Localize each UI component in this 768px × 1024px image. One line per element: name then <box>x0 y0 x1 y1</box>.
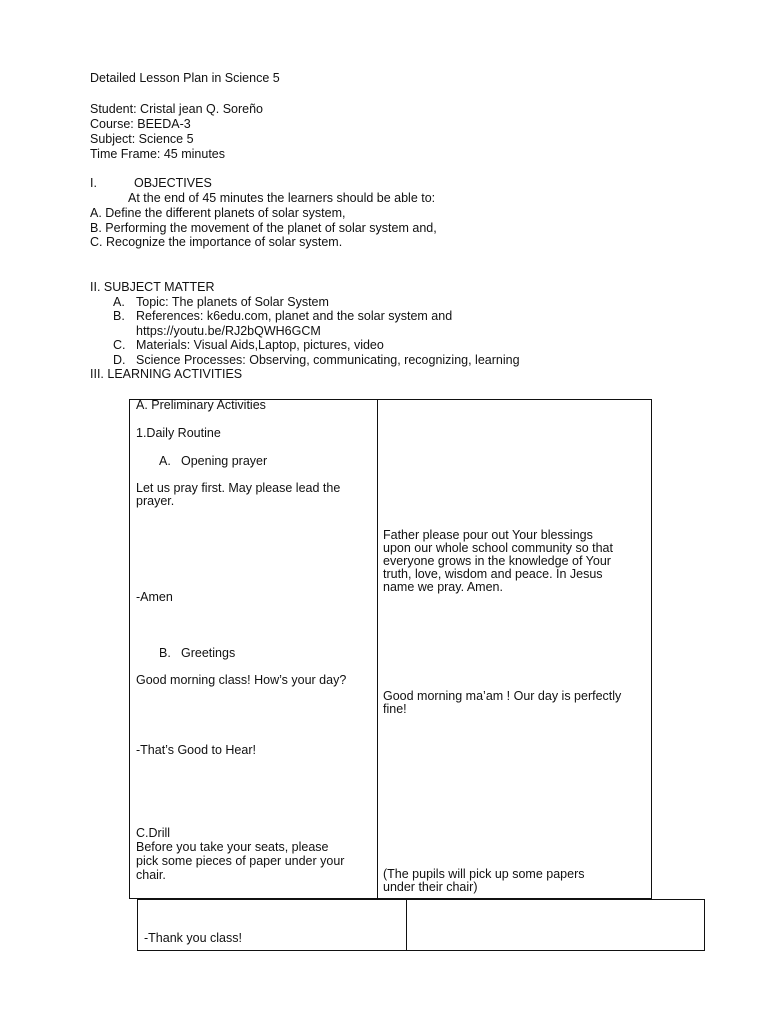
pupils-greeting-response: Good morning ma’am ! Our day is perfectly <box>383 689 622 703</box>
subject-line: Subject: Science 5 <box>90 132 194 146</box>
pupils-pickup-response: (The pupils will pick up some papers <box>383 867 585 881</box>
subject-item-letter: C. <box>113 338 126 352</box>
greetings-label: Greetings <box>181 646 236 660</box>
subject-item-topic: Topic: The planets of Solar System <box>136 295 329 309</box>
pupils-prayer: Father please pour out Your blessings <box>383 528 593 542</box>
activities-table-divider <box>377 399 378 899</box>
opening-prayer-letter: A. <box>159 454 171 468</box>
closing-table-divider <box>406 899 407 951</box>
objectives-numeral: I. <box>90 176 97 190</box>
pupils-pickup-response: under their chair) <box>383 880 478 894</box>
learning-activities-heading: III. LEARNING ACTIVITIES <box>90 367 243 381</box>
preliminary-activities: A. Preliminary Activities <box>136 398 266 412</box>
thank-you-class: -Thank you class! <box>144 931 242 945</box>
course-line: Course: BEEDA-3 <box>90 117 191 131</box>
pupils-greeting-response: fine! <box>383 702 407 716</box>
good-morning-teacher: Good morning class! How’s your day? <box>136 673 347 687</box>
document-title: Detailed Lesson Plan in Science 5 <box>90 71 280 85</box>
pupils-prayer: upon our whole school community so that <box>383 541 613 555</box>
pupils-prayer: truth, love, wisdom and peace. In Jesus <box>383 567 603 581</box>
amen-response: -Amen <box>136 590 173 604</box>
objective-item: A. Define the different planets of solar system, <box>90 206 346 220</box>
drill-instruction: chair. <box>136 868 166 882</box>
subject-item-letter: B. <box>113 309 125 323</box>
subject-item-reference-link: https://youtu.be/RJ2bQWH6GCM <box>136 324 321 338</box>
pray-instruction: prayer. <box>136 494 175 508</box>
good-to-hear: -That’s Good to Hear! <box>136 743 256 757</box>
subject-item-letter: D. <box>113 353 126 367</box>
pupils-prayer: everyone grows in the knowledge of Your <box>383 554 611 568</box>
drill-instruction: Before you take your seats, please <box>136 840 329 854</box>
pupils-prayer: name we pray. Amen. <box>383 580 503 594</box>
greetings-letter: B. <box>159 646 171 660</box>
daily-routine: 1.Daily Routine <box>136 426 221 440</box>
objective-item: C. Recognize the importance of solar system. <box>90 235 343 249</box>
subject-item-letter: A. <box>113 295 125 309</box>
drill-label: C.Drill <box>136 826 171 840</box>
objective-item: B. Performing the movement of the planet of solar system and, <box>90 221 437 235</box>
time-frame-line: Time Frame: 45 minutes <box>90 147 225 161</box>
drill-instruction: pick some pieces of paper under your <box>136 854 345 868</box>
subject-item-materials: Materials: Visual Aids,Laptop, pictures, video <box>136 338 384 352</box>
objectives-heading: OBJECTIVES <box>134 176 212 190</box>
pray-instruction: Let us pray first. May please lead the <box>136 481 341 495</box>
subject-item-references: References: k6edu.com, planet and the solar system and <box>136 309 453 323</box>
opening-prayer-label: Opening prayer <box>181 454 268 468</box>
subject-item-processes: Science Processes: Observing, communicating, recognizing, learning <box>136 353 520 367</box>
student-line: Student: Cristal jean Q. Soreño <box>90 102 264 116</box>
objectives-intro: At the end of 45 minutes the learners should be able to: <box>128 191 436 205</box>
subject-matter-heading: II. SUBJECT MATTER <box>90 280 215 294</box>
